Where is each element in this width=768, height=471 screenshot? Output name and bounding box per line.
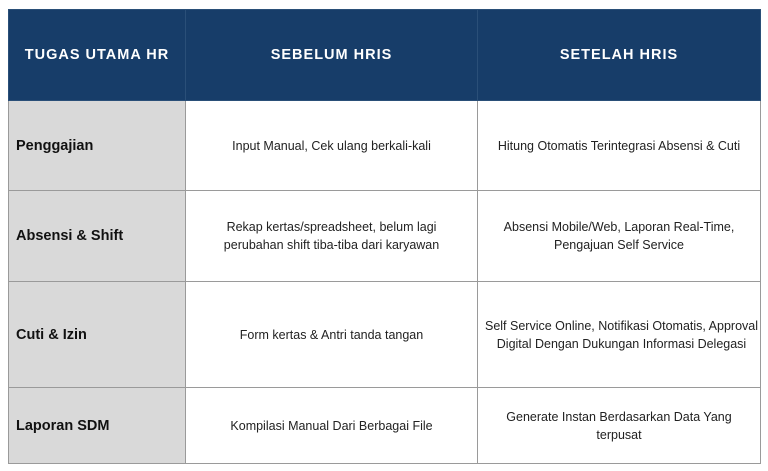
after-text: Generate Instan Berdasarkan Data Yang terpusat	[506, 409, 732, 442]
hris-comparison-table	[8, 9, 761, 464]
after-cell	[478, 282, 761, 388]
before-cell	[186, 101, 478, 191]
before-text: Rekap kertas/spreadsheet, belum lagi perubahan shift tiba-tiba dari karyawan	[223, 220, 440, 252]
after-text: Self Service Online, Notifikasi Otomatis, Approval Digital Dengan Dukungan Informasi Delegasi	[484, 318, 759, 351]
header-task: TUGAS UTAMA HR	[9, 10, 186, 101]
after-text: Absensi Mobile/Web, Laporan Real-Time, Pengajuan Self Service	[503, 220, 735, 252]
before-cell	[186, 191, 478, 282]
header-before-hris: SEBELUM HRIS	[186, 10, 478, 101]
table-row	[9, 101, 761, 191]
table-row	[9, 191, 761, 282]
after-cell	[478, 191, 761, 282]
before-text: Input Manual, Cek ulang berkali-kali	[232, 138, 431, 153]
after-cell	[478, 388, 761, 464]
table-row	[9, 388, 761, 464]
before-cell: Kompilasi Manual Dari Berbagai File	[186, 388, 478, 464]
before-cell: Form kertas & Antri tanda tangan	[186, 282, 478, 388]
task-cell: Cuti & Izin	[9, 282, 186, 388]
task-cell: Absensi & Shift	[9, 191, 186, 282]
task-cell: Laporan SDM	[9, 388, 186, 464]
after-cell: Hitung Otomatis Terintegrasi Absensi & Cuti	[478, 101, 761, 191]
header-after-hris: SETELAH HRIS	[478, 10, 761, 101]
table-header-row	[9, 10, 761, 101]
task-cell: Penggajian	[9, 101, 186, 191]
table-row	[9, 282, 761, 388]
